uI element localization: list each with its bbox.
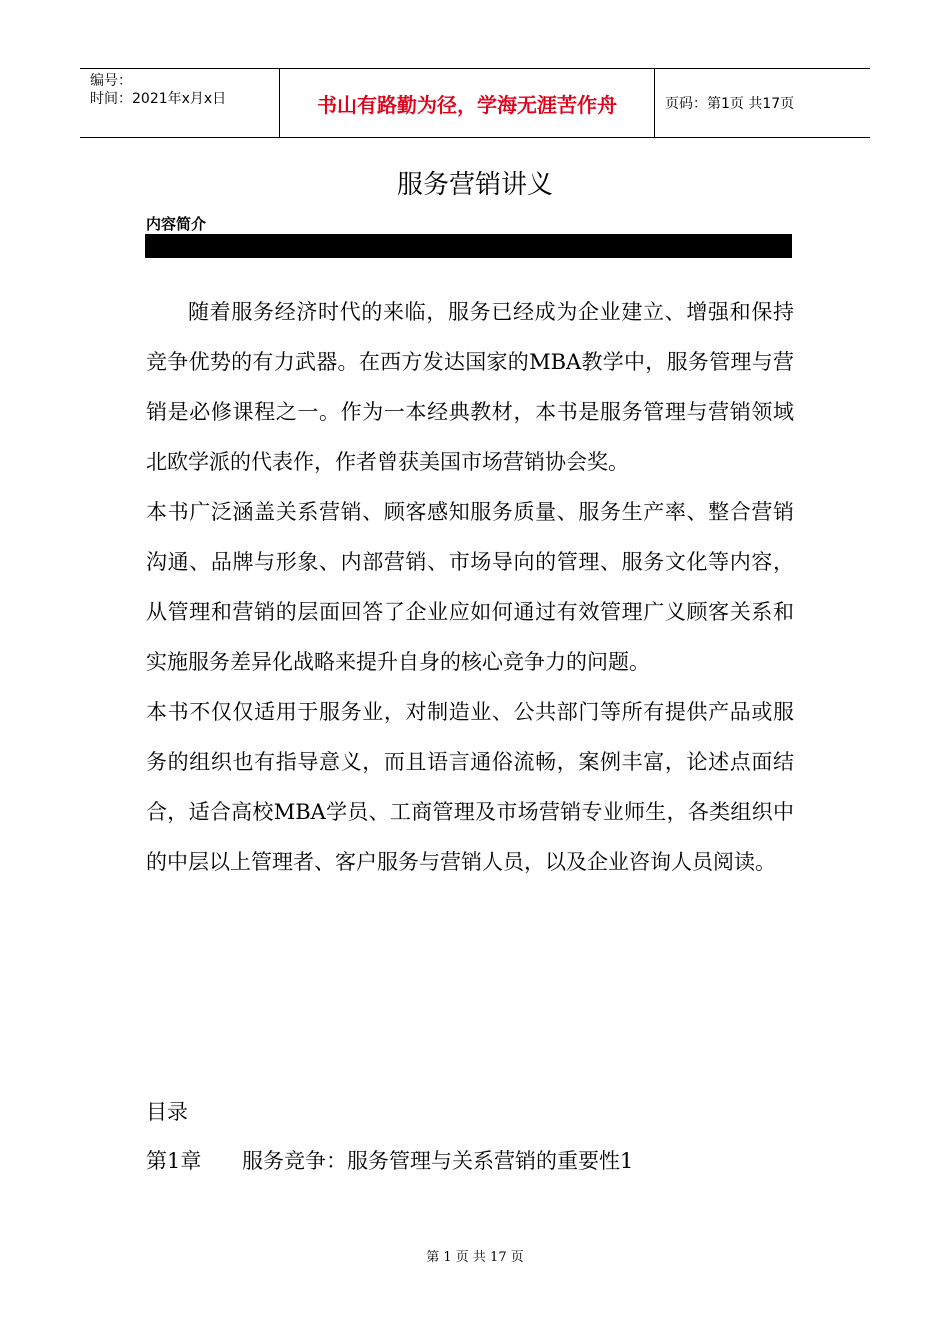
header-meta [80, 69, 280, 137]
toc-heading: 目录 [146, 1100, 188, 1124]
paragraph: 随着服务经济时代的来临，服务已经成为企业建立、增强和保持竞争优势的有力武器。在西方发达国家的MBA教学中，服务管理与营销是必修课程之一。作为一本经典教材，本书是服务管理与营销领域北欧学派的代表作，作者曾获美国市场营销协会奖。 [146, 300, 794, 474]
toc-chapter-title: 服务竞争：服务管理与关系营销的重要性1 [242, 1149, 634, 1173]
header-page-info: 页码：第1页 共17页 [665, 96, 795, 112]
toc-chapter-number: 第1章 [146, 1149, 202, 1173]
page-footer: 第 1 页 共 17 页 [426, 1250, 524, 1265]
body-text [146, 287, 794, 887]
paragraph: 本书不仅仅适用于服务业，对制造业、公共部门等所有提供产品或服务的组织也有指导意义，而且语言通俗流畅，案例丰富，论述点面结合，适合高校MBA学员、工商管理及市场营销专业师生，各类组织中的中层以上管理者、客户服务与营销人员，以及企业咨询人员阅读。 [146, 700, 794, 874]
document-title: 服务营销讲义 [396, 170, 553, 200]
document-number: 编号： [90, 73, 132, 89]
page-header [80, 68, 870, 138]
redacted-bar [145, 234, 792, 258]
toc-item [146, 1136, 633, 1186]
section-label: 内容简介 [146, 215, 207, 233]
document-date: 时间：2021年x月x日 [90, 91, 227, 107]
header-motto: 书山有路勤为径，学海无涯苦作舟 [280, 69, 655, 137]
paragraph: 本书广泛涵盖关系营销、顾客感知服务质量、服务生产率、整合营销沟通、品牌与形象、内部营销、市场导向的管理、服务文化等内容，从管理和营销的层面回答了企业应如何通过有效管理广义顾客关系和实施服务差异化战略来提升自身的核心竞争力的问题。 [146, 500, 794, 674]
